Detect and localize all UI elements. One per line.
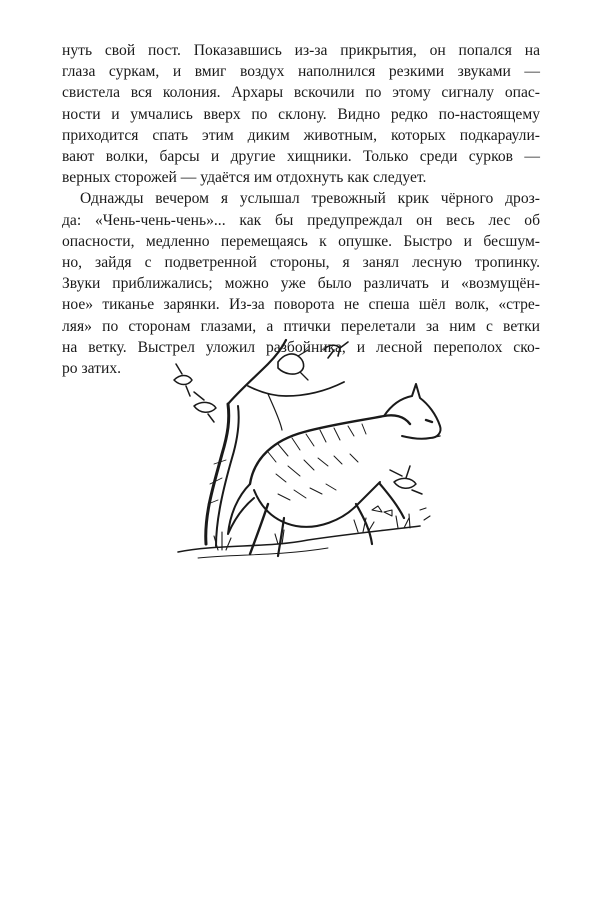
text-line: ляя» по сторонам глазами, а птички перелетали за ним с ветки xyxy=(62,317,540,335)
book-page xyxy=(62,40,540,379)
text-line: Звуки приближались; можно уже было различать и «возмущён- xyxy=(62,275,540,293)
wolf-illustration xyxy=(158,334,450,566)
text-line: ное» тиканье зарянки. Из-за поворота не спеша шёл волк, «стре- xyxy=(62,296,540,314)
text-line: на ветку. Выстрел уложил разбойника, и лесной переполох ско- xyxy=(62,338,540,356)
text-line: вают волки, барсы и другие хищники. Только среди сурков — xyxy=(62,148,540,166)
paragraph-1 xyxy=(62,40,540,188)
text-line: приходится спать этим диким животным, которых подкараули- xyxy=(62,126,540,144)
text-line: свистела вся колония. Архары вскочили по этому сигналу опас- xyxy=(62,84,540,102)
text-line: нуть свой пост. Показавшись из-за прикрытия, он попался на xyxy=(62,42,540,59)
text-line: ро затих. xyxy=(62,360,122,378)
wolf-with-birds-engraving-icon xyxy=(158,334,450,566)
text-line: да: «Чень-чень-чень»... как бы предупреждал он весь лес об xyxy=(62,211,540,229)
text-line: но, зайдя с подветренной стороны, я занял лесную тропинку. xyxy=(62,254,540,272)
text-line: ности и умчались вверх по склону. Видно редко по-настоящему xyxy=(62,105,540,123)
text-line: Однажды вечером я услышал тревожный крик чёрного дроз- xyxy=(80,190,540,208)
text-line: опасности, медленно перемещаясь к опушке. Быстро и бесшум- xyxy=(62,232,540,250)
text-line: верных сторожей — удаётся им отдохнуть как следует. xyxy=(62,169,427,187)
text-line: глаза суркам, и вмиг воздух наполнился резкими звуками — xyxy=(62,63,540,81)
